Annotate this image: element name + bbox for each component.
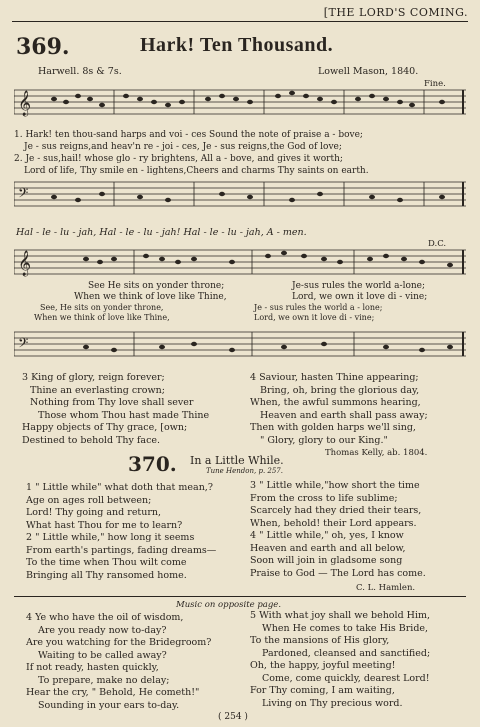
svg-text:𝄢: 𝄢 [18, 335, 29, 354]
hymn-370-verse-3: 3 " Little while,"how short the time From the cross to life sublime; Scarcely had they dried their tears, When, behold! their Lord appears. [250, 480, 422, 529]
lyric-s2-lower-2: When we think of love like Thine, [34, 313, 170, 322]
lyric-line-1: 1. Hark! ten thou-sand harps and voi - ces Sound the note of praise a - bove; [14, 130, 363, 140]
bottom-verse-5: 5 With what joy shall we behold Him, When He comes to take His Bride, To the mansions of His glory, Pardoned, cleansed and sanctified; Oh, the happy, joyful meeting! Come, come quickly, dearest Lord! For Thy coming, I am waiting, Living on Thy precious word. [250, 610, 431, 709]
staff-system2-bass [14, 328, 466, 364]
bottom-verse-4: 4 Ye who have the oil of wisdom, Are you ready now to-day? Are you watching for the Bridegroom? Waiting to be called away? If not ready, hasten quickly, To prepare, make no delay; Hear the cry, " Behold, He cometh!" Sounding in your ears to-day. [26, 612, 212, 711]
lyric-s2-upper-2: When we think of love like Thine, [74, 292, 227, 302]
svg-text:𝄞: 𝄞 [18, 251, 32, 276]
hymn-369-verse-3: 3 King of glory, reign forever; Thine an everlasting crown; Nothing from Thy love shall sever Those whom Thou hast made Thine Happy objects of Thy grace, [own; Destined to behold Thy face. [22, 372, 210, 446]
tune-name: Harwell. 8s & 7s. [38, 66, 122, 77]
page-number: ( 254 ) [218, 712, 248, 722]
hymn-370-number: 370. [128, 452, 177, 476]
svg-text:𝄞: 𝄞 [18, 91, 32, 116]
staff-system1-treble [14, 86, 466, 126]
lyric-s2-lower-1: See, He sits on yonder throne, [40, 303, 164, 312]
lyric-line-2: Je - sus reigns,and heav'n re - joi - ces, Je - sus reigns,the God of love; [24, 142, 342, 152]
hymn-370-verse-2: 2 " Little while," how long it seems From earth's partings, fading dreams— To the time when Thou wilt come Bringing all Thy ransomed home. [26, 532, 217, 581]
hymn-370-verse-1: 1 " Little while" what doth that mean,? Age on ages roll between; Lord! Thy going and return, What hast Thou for me to learn? [26, 482, 213, 531]
staff-system1-bass [14, 178, 466, 214]
lyric-s2-upper-right-2: Lord, we own it love di - vine; [292, 292, 428, 302]
hymn-369-title: Hark! Ten Thousand. [140, 34, 334, 56]
lyric-line-4: Lord of life, Thy smile en - lightens,Cheers and charms Thy saints on earth. [24, 166, 369, 176]
svg-text:𝄢: 𝄢 [18, 185, 29, 204]
lyric-s2-upper-right-1: Je-sus rules the world a-lone; [292, 281, 426, 291]
lyric-s2-upper-1: See He sits on yonder throne; [88, 281, 225, 291]
lyric-s2-lower-right-1: Je - sus rules the world a - lone; [254, 303, 383, 312]
header-rule [12, 21, 468, 22]
music-note: Music on opposite page. [176, 600, 282, 610]
staff-system2-treble [14, 246, 466, 282]
hymn-370-tune-ref: Tune Hendon, p. 257. [206, 467, 283, 475]
hymn-369-author: Thomas Kelly, ab. 1804. [325, 448, 428, 458]
hymn-370-verse-4: 4 " Little while," oh, yes, I know Heaven and earth and all below, Soon will join in gladsome song Praise to God — The Lord has come. [250, 530, 426, 579]
dc-mark: D.C. [428, 239, 447, 249]
fine-mark: Fine. [424, 79, 446, 89]
hallelujah-line: Hal - le - lu - jah, Hal - le - lu - jah! Hal - le - lu - jah, A - men. [16, 227, 307, 238]
hymn-370-title: In a Little While. [190, 454, 284, 467]
composer: Lowell Mason, 1840. [318, 66, 419, 77]
hymn-370-author: C. L. Hamlen. [356, 583, 416, 593]
hymn-369-number: 369. [16, 34, 70, 60]
section-rule [14, 596, 466, 597]
hymn-369-verse-4: 4 Saviour, hasten Thine appearing; Bring, oh, bring the glorious day, When, the awful summons hearing, Heaven and earth shall pass away; Then with golden harps we'll sing, " Glory, glory to our King." [250, 372, 428, 446]
lyric-s2-lower-right-2: Lord, we own it love di - vine; [254, 313, 375, 322]
lyric-line-3: 2. Je - sus,hail! whose glo - ry brightens, All a - bove, and gives it worth; [14, 154, 343, 164]
running-title: [THE LORD'S COMING. [323, 6, 468, 19]
